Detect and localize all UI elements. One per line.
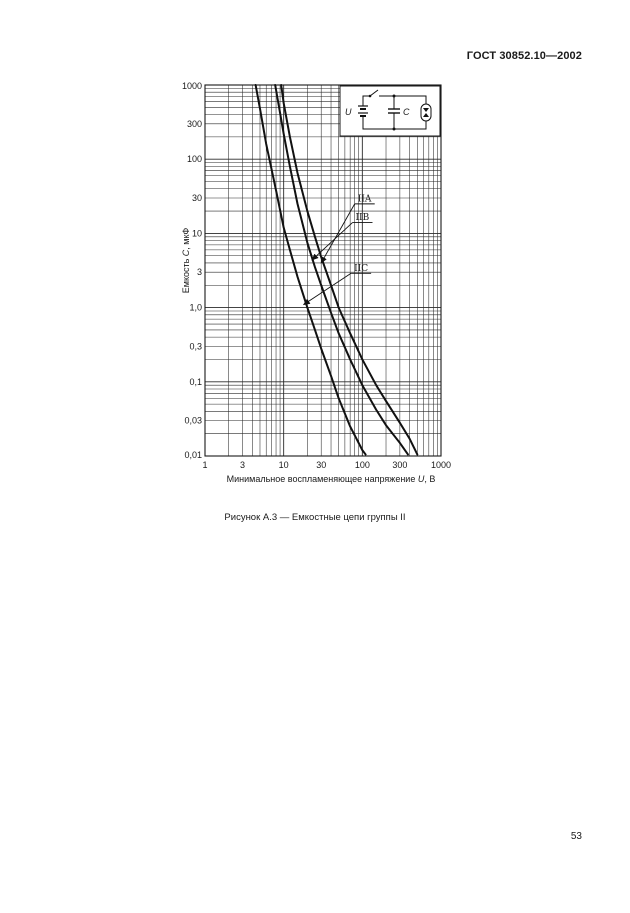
y-tick-label: 0,01 bbox=[184, 450, 202, 460]
capacitor-label: C bbox=[403, 107, 410, 117]
leader-line bbox=[312, 223, 352, 260]
series-line-iic bbox=[256, 85, 369, 454]
y-tick-label: 0,3 bbox=[189, 341, 202, 352]
x-tick-label: 100 bbox=[354, 460, 370, 470]
page-number: 53 bbox=[570, 831, 582, 842]
y-tick-label: 30 bbox=[191, 192, 202, 203]
axes bbox=[182, 81, 451, 470]
y-tick-label: 1,0 bbox=[189, 302, 202, 313]
switch-contact-icon bbox=[369, 95, 372, 98]
junction-dot-icon bbox=[393, 95, 396, 98]
series-label: IIA bbox=[357, 194, 372, 205]
voltage-label: U bbox=[345, 107, 352, 117]
x-tick-label: 30 bbox=[316, 460, 327, 470]
circuit-inset bbox=[340, 86, 440, 136]
spark-gap-icon bbox=[421, 104, 431, 121]
y-tick-label: 1000 bbox=[181, 81, 202, 91]
y-tick-label: 100 bbox=[186, 154, 202, 165]
series-label: IIB bbox=[355, 213, 370, 224]
annotation-iic bbox=[304, 264, 371, 305]
figure-caption: Рисунок А.3 — Емкостные цепи группы II bbox=[224, 512, 406, 523]
standard-id: ГОСТ 30852.10—2002 bbox=[466, 50, 582, 62]
y-tick-label: 10 bbox=[191, 228, 202, 239]
series-line-iia bbox=[281, 85, 417, 454]
annotation-iia bbox=[321, 194, 375, 263]
series-label: IIC bbox=[354, 263, 369, 274]
y-tick-label: 0,1 bbox=[189, 376, 202, 387]
x-tick-label: 3 bbox=[240, 460, 246, 470]
grid bbox=[205, 85, 441, 456]
x-tick-label: 1 bbox=[202, 460, 208, 470]
y-tick-label: 3 bbox=[196, 267, 202, 278]
x-tick-label: 1000 bbox=[430, 460, 452, 470]
junction-dot-icon bbox=[393, 128, 396, 131]
plot-frame bbox=[205, 85, 441, 456]
x-tick-label: 300 bbox=[392, 460, 408, 470]
axis-labels bbox=[181, 228, 435, 484]
y-axis-label: Емкость С, мкФ bbox=[181, 227, 191, 294]
x-tick-label: 10 bbox=[278, 460, 289, 470]
y-tick-label: 0,03 bbox=[184, 415, 202, 426]
y-tick-label: 300 bbox=[186, 118, 202, 129]
x-axis-label: Минимальное воспламеняющее напряжение U, В bbox=[226, 474, 436, 484]
